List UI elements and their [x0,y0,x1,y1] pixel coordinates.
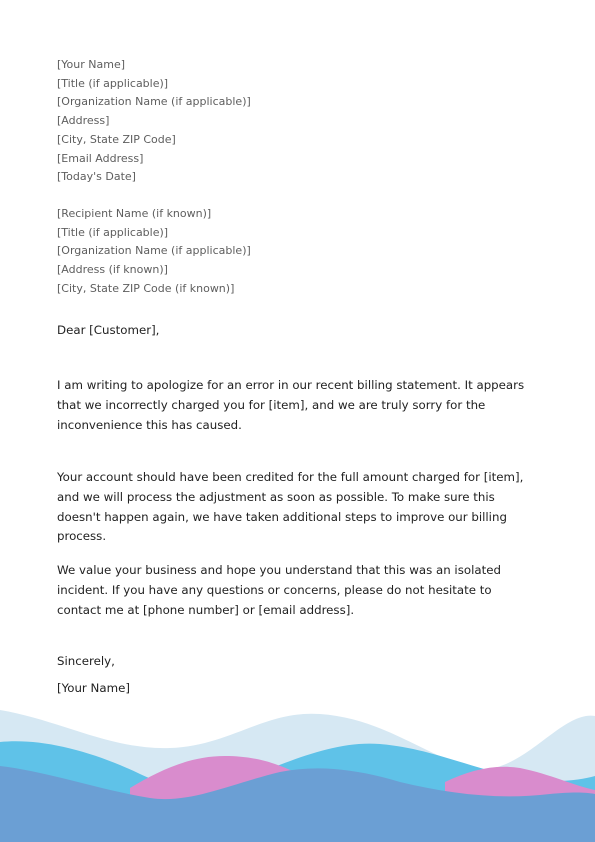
salutation: Dear [Customer], [57,323,160,337]
recipient-title: [Title (if applicable)] [57,225,169,239]
sender-title: [Title (if applicable)] [57,76,169,90]
body-paragraph-3: We value your business and hope you understand that this was an isolated incident. If you have any questions or concerns, please do not hesitate to contact me at [phone number] or [email address]. [57,563,501,617]
recipient-address-block [57,205,251,299]
recipient-city-state-zip: [City, State ZIP Code (if known)] [57,281,235,295]
recipient-organization: [Organization Name (if applicable)] [57,244,251,258]
signature-name: [Your Name] [57,681,130,695]
recipient-name: [Recipient Name (if known)] [57,207,212,220]
closing: Sincerely, [57,654,115,668]
letter-date: [Today's Date] [57,170,136,184]
body-paragraph-2: Your account should have been credited for the full amount charged for [item], and we will process the adjustment as soon as possible. To make sure this doesn't happen again, we have taken additional steps to improve our billing process. [57,470,524,544]
sender-city-state-zip: [City, State ZIP Code] [57,132,176,146]
sender-email: [Email Address] [57,151,144,165]
sender-organization: [Organization Name (if applicable)] [57,95,251,109]
decorative-wave-footer [0,710,595,842]
body-paragraph-1: I am writing to apologize for an error in our recent billing statement. It appears that we incorrectly charged you for [item], and we are truly sorry for the inconvenience this has caused. [57,378,525,432]
sender-address-block [57,56,251,187]
sender-name: [Your Name] [57,58,126,71]
sender-address: [Address] [57,114,110,128]
recipient-address: [Address (if known)] [57,263,168,277]
